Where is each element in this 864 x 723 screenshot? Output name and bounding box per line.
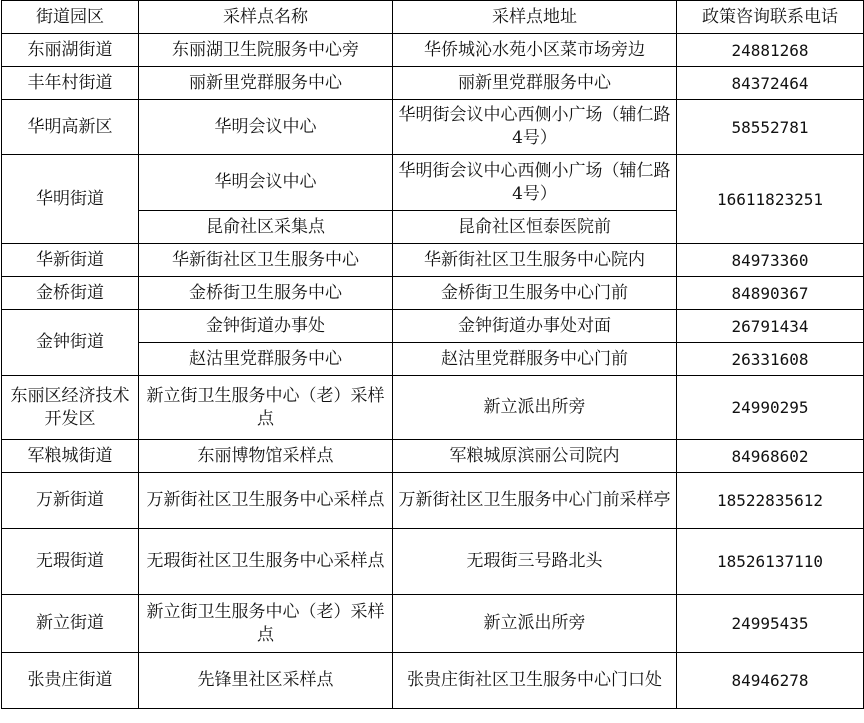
site-address-cell: 华明街会议中心西侧小广场（辅仁路4号） — [393, 155, 677, 211]
site-address-cell: 赵沽里党群服务中心门前 — [393, 343, 677, 376]
sampling-sites-table — [1, 0, 864, 709]
site-name-cell: 华新街社区卫生服务中心 — [139, 244, 393, 277]
site-name-cell: 东丽博物馆采样点 — [139, 440, 393, 473]
site-address-cell: 张贵庄街社区卫生服务中心门口处 — [393, 653, 677, 709]
site-name-cell: 昆俞社区采集点 — [139, 211, 393, 244]
header-row — [2, 1, 864, 34]
district-cell: 华明街道 — [2, 155, 139, 244]
phone-cell: 24995435 — [677, 595, 864, 653]
phone-cell: 24881268 — [677, 34, 864, 67]
district-cell: 新立街道 — [2, 595, 139, 653]
site-name-cell: 新立街卫生服务中心（老）采样点 — [139, 376, 393, 440]
phone-cell: 84968602 — [677, 440, 864, 473]
table-row — [2, 34, 864, 67]
table-row — [2, 473, 864, 529]
site-name-cell: 新立街卫生服务中心（老）采样点 — [139, 595, 393, 653]
site-name-cell: 赵沽里党群服务中心 — [139, 343, 393, 376]
site-address-cell: 昆俞社区恒泰医院前 — [393, 211, 677, 244]
site-name-cell: 华明会议中心 — [139, 155, 393, 211]
site-address-cell: 万新街社区卫生服务中心门前采样亭 — [393, 473, 677, 529]
district-cell: 东丽湖街道 — [2, 34, 139, 67]
site-address-cell: 华新街社区卫生服务中心院内 — [393, 244, 677, 277]
site-name-cell: 万新街社区卫生服务中心采样点 — [139, 473, 393, 529]
district-cell: 华新街道 — [2, 244, 139, 277]
site-address-cell: 华明街会议中心西侧小广场（辅仁路4号） — [393, 100, 677, 155]
header-district: 街道园区 — [2, 1, 139, 34]
table-row — [2, 653, 864, 709]
district-cell: 万新街道 — [2, 473, 139, 529]
table-row — [2, 67, 864, 100]
table-row — [2, 155, 864, 211]
district-cell: 张贵庄街道 — [2, 653, 139, 709]
site-name-cell: 华明会议中心 — [139, 100, 393, 155]
table-row — [2, 100, 864, 155]
phone-cell: 18526137110 — [677, 529, 864, 595]
header-phone: 政策咨询联系电话 — [677, 1, 864, 34]
table-row — [2, 310, 864, 343]
site-name-cell: 金桥街卫生服务中心 — [139, 277, 393, 310]
table-row — [2, 244, 864, 277]
table-row — [2, 277, 864, 310]
district-cell: 金钟街道 — [2, 310, 139, 376]
table-row — [2, 376, 864, 440]
site-address-cell: 金钟街道办事处对面 — [393, 310, 677, 343]
phone-cell: 16611823251 — [677, 155, 864, 244]
phone-cell: 84946278 — [677, 653, 864, 709]
district-cell: 军粮城街道 — [2, 440, 139, 473]
phone-cell: 84973360 — [677, 244, 864, 277]
site-address-cell: 华侨城沁水苑小区菜市场旁边 — [393, 34, 677, 67]
site-name-cell: 金钟街道办事处 — [139, 310, 393, 343]
table-row — [2, 440, 864, 473]
phone-cell: 26791434 — [677, 310, 864, 343]
phone-cell: 58552781 — [677, 100, 864, 155]
site-name-cell: 无瑕街社区卫生服务中心采样点 — [139, 529, 393, 595]
site-name-cell: 东丽湖卫生院服务中心旁 — [139, 34, 393, 67]
phone-cell: 84890367 — [677, 277, 864, 310]
site-address-cell: 无瑕街三号路北头 — [393, 529, 677, 595]
district-cell: 华明高新区 — [2, 100, 139, 155]
district-cell: 丰年村街道 — [2, 67, 139, 100]
table-row — [2, 529, 864, 595]
site-address-cell: 丽新里党群服务中心 — [393, 67, 677, 100]
site-name-cell: 先锋里社区采样点 — [139, 653, 393, 709]
phone-cell: 26331608 — [677, 343, 864, 376]
phone-cell: 24990295 — [677, 376, 864, 440]
header-site-name: 采样点名称 — [139, 1, 393, 34]
district-cell: 金桥街道 — [2, 277, 139, 310]
district-cell: 无瑕街道 — [2, 529, 139, 595]
site-address-cell: 军粮城原滨丽公司院内 — [393, 440, 677, 473]
site-address-cell: 金桥街卫生服务中心门前 — [393, 277, 677, 310]
table-row — [2, 595, 864, 653]
phone-cell: 18522835612 — [677, 473, 864, 529]
site-name-cell: 丽新里党群服务中心 — [139, 67, 393, 100]
site-address-cell: 新立派出所旁 — [393, 595, 677, 653]
phone-cell: 84372464 — [677, 67, 864, 100]
district-cell: 东丽区经济技术开发区 — [2, 376, 139, 440]
site-address-cell: 新立派出所旁 — [393, 376, 677, 440]
header-site-address: 采样点地址 — [393, 1, 677, 34]
